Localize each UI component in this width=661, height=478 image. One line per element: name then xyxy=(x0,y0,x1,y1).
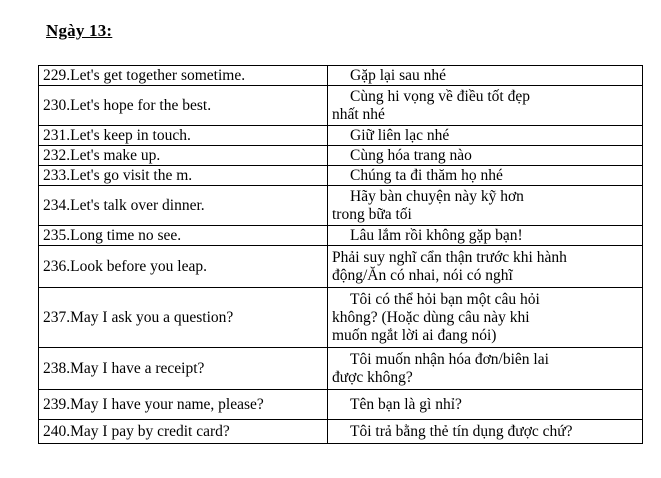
vietnamese-translation xyxy=(328,246,643,288)
translation-line: Tên bạn là gì nhỉ? xyxy=(350,395,462,413)
translation-line: Gặp lại sau nhé xyxy=(350,66,446,84)
vietnamese-translation xyxy=(328,420,643,444)
translation-line: Cùng hi vọng về điều tốt đẹp xyxy=(350,87,530,105)
vietnamese-translation xyxy=(328,288,643,348)
translation-line: Lâu lắm rồi không gặp bạn! xyxy=(350,226,523,244)
english-phrase: 232.Let's make up. xyxy=(39,146,328,166)
vietnamese-translation xyxy=(328,186,643,226)
translation-line: Tôi muốn nhận hóa đơn/biên lai xyxy=(350,350,549,368)
translation-line: Chúng ta đi thăm họ nhé xyxy=(350,166,503,184)
vietnamese-translation xyxy=(328,348,643,390)
day-heading: Ngày 13: xyxy=(46,21,113,40)
english-phrase: 230.Let's hope for the best. xyxy=(39,86,328,126)
table-row xyxy=(39,288,643,348)
english-phrase: 239.May I have your name, please? xyxy=(39,390,328,420)
table-row xyxy=(39,226,643,246)
translation-line: trong bữa tối xyxy=(332,205,412,223)
table-row xyxy=(39,186,643,226)
table-row xyxy=(39,420,643,444)
english-phrase: 231.Let's keep in touch. xyxy=(39,126,328,146)
vietnamese-translation xyxy=(328,86,643,126)
table-row xyxy=(39,390,643,420)
english-phrase: 233.Let's go visit the m. xyxy=(39,166,328,186)
phrase-table-body xyxy=(39,66,643,444)
translation-line: Tôi có thể hỏi bạn một câu hỏi xyxy=(350,290,540,308)
table-row xyxy=(39,86,643,126)
english-phrase: 237.May I ask you a question? xyxy=(39,288,328,348)
vietnamese-translation xyxy=(328,390,643,420)
vietnamese-translation xyxy=(328,166,643,186)
vietnamese-translation xyxy=(328,146,643,166)
table-row xyxy=(39,166,643,186)
english-phrase: 234.Let's talk over dinner. xyxy=(39,186,328,226)
translation-line: được không? xyxy=(332,368,413,386)
english-phrase: 238.May I have a receipt? xyxy=(39,348,328,390)
table-row xyxy=(39,246,643,288)
translation-line: Tôi trả bằng thẻ tín dụng được chứ? xyxy=(350,422,573,440)
vietnamese-translation xyxy=(328,226,643,246)
phrase-table xyxy=(38,65,643,444)
table-row xyxy=(39,66,643,86)
table-row xyxy=(39,126,643,146)
translation-line: không? (Hoặc dùng câu này khi xyxy=(332,308,530,326)
english-phrase: 236.Look before you leap. xyxy=(39,246,328,288)
translation-line: Giữ liên lạc nhé xyxy=(350,126,450,144)
translation-line: động/Ăn có nhai, nói có nghĩ xyxy=(332,266,513,284)
vietnamese-translation xyxy=(328,126,643,146)
table-row xyxy=(39,348,643,390)
translation-line: Cùng hóa trang nào xyxy=(350,146,472,164)
translation-line: Hãy bàn chuyện này kỹ hơn xyxy=(350,187,524,205)
translation-line: nhất nhé xyxy=(332,105,385,123)
translation-line: Phải suy nghĩ cẩn thận trước khi hành xyxy=(332,248,567,266)
english-phrase: 235.Long time no see. xyxy=(39,226,328,246)
vietnamese-translation xyxy=(328,66,643,86)
translation-line: muốn ngắt lời ai đang nói) xyxy=(332,326,497,344)
english-phrase: 240.May I pay by credit card? xyxy=(39,420,328,444)
table-row xyxy=(39,146,643,166)
english-phrase: 229.Let's get together sometime. xyxy=(39,66,328,86)
